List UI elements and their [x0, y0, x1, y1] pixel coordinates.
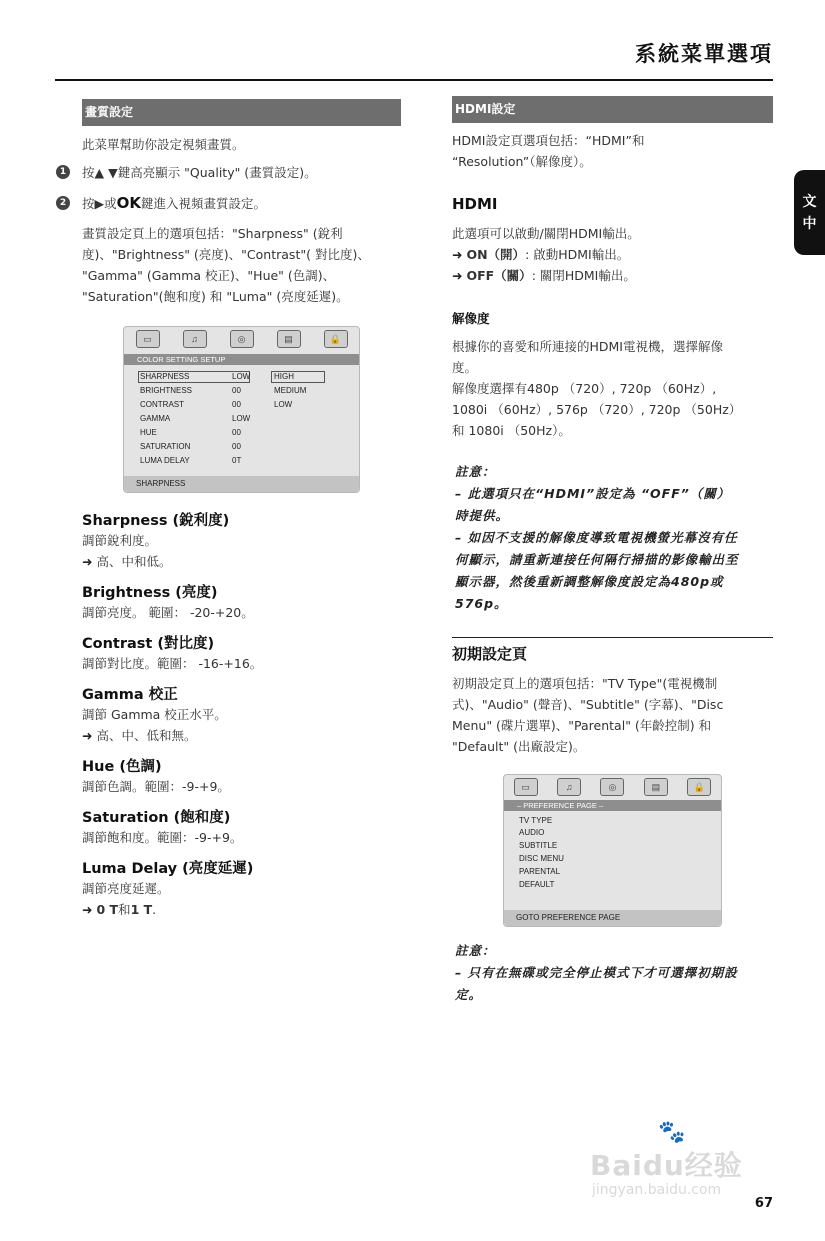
resolution-line: 和 1080i （50Hz）。: [452, 423, 571, 438]
baidu-watermark: [590, 1120, 775, 1200]
color-menu-footer: SHARPNESS: [124, 476, 359, 492]
quality-intro: 此菜單幫助你設定視頻畫質。: [82, 137, 245, 152]
item-title: Sharpness (銳利度): [82, 513, 230, 529]
note-line: 顯示器，然後重新調整解像度設定為480p或: [455, 574, 724, 589]
pref-note: [455, 940, 738, 1006]
luma-end: .: [152, 902, 157, 917]
menu-row-label: LUMA DELAY: [140, 456, 190, 465]
pref-menu-row: AUDIO: [519, 828, 545, 837]
step-1-badge: 1: [56, 165, 70, 179]
language-side-tab: [794, 170, 825, 255]
menu-row-label: BRIGHTNESS: [140, 386, 193, 395]
luma-option-b: 1 T: [130, 902, 153, 917]
step-2-post: 鍵進入視頻畫質設定。: [141, 196, 267, 211]
item-luma-delay: [82, 857, 402, 920]
menu-row-label: CONTRAST: [140, 400, 184, 409]
header-rule: [55, 79, 773, 81]
menu-row-option: LOW: [274, 400, 293, 409]
watermark-url: jingyan.baidu.com: [592, 1182, 722, 1198]
quality-options-paragraph: [82, 223, 370, 307]
item-title: Brightness (亮度): [82, 585, 218, 601]
paw-logo-icon: 🐾: [658, 1120, 686, 1145]
password-lock-icon: 🔒: [324, 330, 348, 348]
note-line: – 只有在無碟或完全停止模式下才可選擇初期設: [455, 965, 738, 980]
hdmi-intro-line: “Resolution”（解像度）。: [452, 154, 592, 169]
general-setup-icon: ▭: [136, 330, 160, 348]
menu-row-value: 00: [232, 386, 241, 395]
item-title: Hue (色調): [82, 759, 162, 775]
item-title: Saturation (飽和度): [82, 810, 231, 826]
arrow-icon: ➜: [452, 247, 463, 262]
pref-divider: [452, 637, 773, 638]
hdmi-section-bar: [452, 96, 773, 123]
item-arrow-line: [82, 899, 402, 920]
resolution-line: 度。: [452, 360, 478, 375]
pref-menu-row: PARENTAL: [519, 867, 561, 876]
menu-row-option: HIGH: [274, 372, 294, 381]
item-contrast: [82, 632, 402, 683]
item-desc: 調節飽和度。範圍：-9-+9。: [82, 830, 243, 845]
menu-row-value: LOW: [232, 414, 251, 423]
pref-title: 初期設定頁: [452, 645, 528, 663]
item-title: Contrast (對比度): [82, 636, 215, 652]
step-2-pre: 按▶或: [82, 196, 117, 211]
item-desc: 調節銳利度。: [82, 533, 158, 548]
resolution-title: 解像度: [452, 311, 490, 326]
note-line: 576p。: [455, 596, 508, 611]
side-tab-char-1: 文: [802, 193, 817, 210]
video-setup-icon: ◎: [230, 330, 254, 348]
menu-row-value: 0T: [232, 456, 242, 465]
page-number: 67: [754, 1196, 773, 1211]
arrow-icon: ➜: [82, 728, 93, 743]
item-saturation: [82, 806, 402, 857]
note-line: 時提供。: [455, 508, 510, 523]
item-desc: 調節亮度。 範圍： -20-+20。: [82, 605, 254, 620]
pref-menu-row: SUBTITLE: [519, 841, 558, 850]
hdmi-note: [455, 461, 739, 615]
item-title: Gamma 校正: [82, 687, 178, 703]
luma-option-a: 0 T: [96, 902, 119, 917]
audio-setup-icon: ♫: [183, 330, 207, 348]
note-line: 何顯示，請重新連接任何隔行掃描的影像輸出至: [455, 552, 739, 567]
resolution-line: 解像度選擇有480p （720）, 720p （60Hz）,: [452, 381, 717, 396]
note-line: 註意：: [455, 464, 496, 479]
pref-paragraph: [452, 673, 723, 757]
password-lock-icon: 🔒: [687, 778, 711, 796]
item-arrow-text: 高、中、低和無。: [96, 728, 197, 743]
side-tab-char-2: 中: [802, 215, 817, 232]
step-2-text: [82, 193, 266, 214]
arrow-icon: ➜: [82, 902, 93, 917]
general-setup-icon: ▭: [514, 778, 538, 796]
page-title: 系統菜單選項: [635, 42, 773, 66]
hdmi-intro-line: HDMI設定頁選項包括：“HDMI”和: [452, 133, 645, 148]
preference-menu: [503, 774, 722, 927]
menu-icon-bar: [504, 775, 721, 798]
hdmi-off-label: OFF（關）: [466, 268, 532, 283]
hdmi-on-line: [452, 244, 640, 265]
menu-row-label: HUE: [140, 428, 157, 437]
hdmi-on-text: : 啟動HDMI輸出。: [525, 247, 630, 262]
item-arrow-line: [82, 551, 402, 572]
quality-section-bar: [82, 99, 401, 126]
item-sharpness: [82, 509, 402, 581]
hdmi-option-block: [452, 223, 640, 286]
arrow-icon: ➜: [82, 554, 93, 569]
ok-key-label: OK: [116, 194, 141, 212]
step-2-badge: 2: [56, 196, 70, 210]
item-desc: 調節對比度。範圍： -16-+16。: [82, 656, 263, 671]
pref-line: "Default" (出廠設定)。: [452, 739, 586, 754]
pref-menu-row: DISC MENU: [519, 854, 564, 863]
pref-line: Menu" (碟片選單)、"Parental" (年齡控制) 和: [452, 718, 712, 733]
pref-menu-footer: GOTO PREFERENCE PAGE: [504, 910, 721, 926]
menu-row-value: 00: [232, 442, 241, 451]
pref-menu-row: TV TYPE: [519, 816, 553, 825]
item-hue: [82, 755, 402, 806]
arrow-icon: ➜: [452, 268, 463, 283]
resolution-line: 1080i （60Hz）, 576p （720）, 720p （50Hz）: [452, 402, 742, 417]
preference-icon: ▤: [644, 778, 668, 796]
pref-menu-header: – PREFERENCE PAGE –: [504, 800, 721, 811]
audio-setup-icon: ♫: [557, 778, 581, 796]
menu-row-value: 00: [232, 400, 241, 409]
pref-line: 式)、"Audio" (聲音)、"Subtitle" (字幕)、"Disc: [452, 697, 724, 712]
video-setup-icon: ◎: [600, 778, 624, 796]
color-setting-menu: [123, 326, 360, 493]
hdmi-off-text: : 關閉HDMI輸出。: [531, 268, 636, 283]
menu-row-label: GAMMA: [140, 414, 171, 423]
hdmi-intro: [452, 130, 644, 172]
hdmi-title: HDMI: [452, 195, 498, 213]
pref-line: 初期設定頁上的選項包括："TV Type"(電視機制: [452, 676, 718, 691]
item-title: Luma Delay (亮度延遲): [82, 861, 254, 877]
item-brightness: [82, 581, 402, 632]
item-gamma: [82, 683, 402, 755]
preference-icon: ▤: [277, 330, 301, 348]
resolution-paragraph: [452, 336, 741, 441]
hdmi-desc: 此選項可以啟動/關閉HDMI輸出。: [452, 226, 640, 241]
pref-menu-row: DEFAULT: [519, 880, 555, 889]
color-menu-header: COLOR SETTING SETUP: [124, 354, 359, 365]
item-desc: 調節 Gamma 校正水平。: [82, 707, 227, 722]
options-line: "Saturation"(飽和度) 和 "Luma" (亮度延遲)。: [82, 289, 349, 304]
note-line: 註意：: [455, 943, 496, 958]
options-line: 度)、"Brightness" (亮度)、"Contrast"( 對比度)、: [82, 247, 370, 262]
note-line: 定。: [455, 987, 483, 1002]
menu-row-label: SHARPNESS: [140, 372, 190, 381]
options-line: "Gamma" (Gamma 校正)、"Hue" (色調)、: [82, 268, 336, 283]
step-1-text: 按▲ ▼鍵高亮顯示 "Quality" (畫質設定)。: [82, 165, 317, 180]
quality-section-title: 畫質設定: [85, 105, 134, 119]
item-desc: 調節色調。範圍：-9-+9。: [82, 779, 230, 794]
options-line: 畫質設定頁上的選項包括："Sharpness" (銳利: [82, 226, 343, 241]
item-arrow-line: [82, 725, 402, 746]
resolution-line: 根據你的喜愛和所連接的HDMI電視機，選擇解像: [452, 339, 723, 354]
hdmi-on-label: ON（開）: [466, 247, 526, 262]
watermark-brand: Baidu经验: [590, 1149, 743, 1182]
menu-row-label: SATURATION: [140, 442, 191, 451]
menu-row-value: LOW: [232, 372, 251, 381]
note-line: – 如因不支援的解像度導致電視機螢光幕沒有任: [455, 530, 738, 545]
menu-row-option: MEDIUM: [274, 386, 307, 395]
luma-conjunction: 和: [118, 902, 131, 917]
note-line: – 此選項只在“HDMI”設定為 “OFF”（關）: [455, 486, 731, 501]
hdmi-section-title: HDMI設定: [455, 102, 516, 116]
menu-icon-bar: [124, 327, 359, 350]
hdmi-off-line: [452, 265, 640, 286]
menu-row-value: 00: [232, 428, 241, 437]
quality-items-list: [82, 509, 402, 920]
item-desc: 調節亮度延遲。: [82, 881, 170, 896]
item-arrow-text: 高、中和低。: [96, 554, 172, 569]
